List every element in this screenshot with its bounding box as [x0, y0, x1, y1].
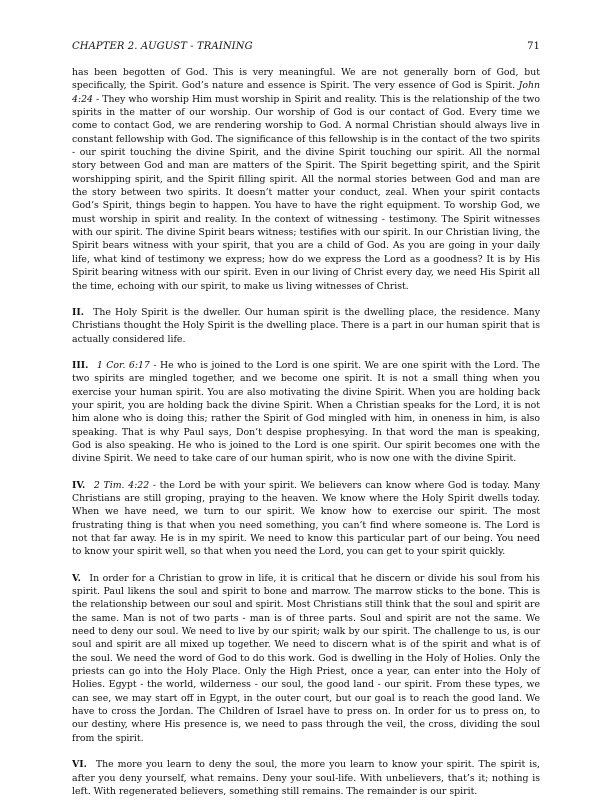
paragraph-vi — [72, 758, 540, 798]
scripture-reference: 2 Tim. 4:22 — [93, 479, 150, 491]
running-header — [72, 41, 540, 52]
paragraph-text: In order for a Christian to grow in life, it is critical that he discern or divide his soul from his spirit. Paul likens the soul and spirit to bone and marrow. The marrow sticks to the bone. This is the relationship between our soul and spirit. Most Christians still think that the soul and spirit are the same. Man is not of two parts - man is of three parts. Soul and spirit are not the same. We need to deny our soul. We need to live by our spirit; walk by our spirit. The challenge to us, is our soul and spirit are all mixed up together. We need to discern what is of the spirit and what is of the soul. We need the word of God to do this work. God is dwelling in the Holy of Holies. Only the priests can go into the Holy Place. Only the High Priest, once a year, can enter into the Holy of Holies. Egypt - the world, wilderness - our soul, the good land - our spirit. From these types, we can see, we may start off in Egypt, in the outer court, but our goal is to reach the good land. We have to cross the Jordan. The Children of Israel have to press on. In order for us to press on, to our destiny, where His presence is, we need to pass through the veil, the cross, dividing the soul from the spirit. — [72, 572, 540, 744]
chapter-title: CHAPTER 2. AUGUST - TRAINING — [72, 41, 253, 52]
paragraph-text: - They who worship Him must worship in Spirit and reality. This is the relationship of the two spirits in the matter of our worship. Our worship of God is our contact of God. Every time we come to contact God, we are rendering worship to God. A normal Christian should always live in constant fellowship with God. The significance of this fellowship is in the contact of the two spirits - our spirit touching the divine Spirit, and the divine Spirit touching our spirit. All the normal story between God and man are matters of the Spirit. The Spirit begetting spirit, and the Spirit worshipping spirit, and the Spirit filling spirit. All the normal stories between God and man are the story between two spirits. It doesn’t matter your conduct, zeal. When your spirit contacts God’s Spirit, things begin to happen. You have to have the right equipment. To worship God, we must worship in spirit and reality. In the context of witnessing - testimony. The Spirit witnesses with our spirit. The divine Spirit bears witness; testifies with our spirit. In our Christian living, the Spirit bears witness with your spirit, that you are a child of God. As you are going in your daily life, what kind of testimony we express; how do we express the Lord as a goodness? It is by His Spirit bearing witness with our spirit. Even in our living of Christ every day, we need His Spirit all the time, echoing with our spirit, to make us living witnesses of Christ. — [72, 93, 540, 292]
paragraph-iii — [72, 359, 540, 466]
page-number: 71 — [527, 41, 540, 52]
section-marker: VI. — [72, 759, 87, 771]
paragraph-text: - the Lord be with your spirit. We believers can know where God is today. Many Christians are still groping, praying to the heaven. We know where the Holy Spirit dwells today. When we have need, we turn to our spirit. We know how to exercise our spirit. The most frustrating thing is that when you need something, you can’t find where someone is. The Lord is not that far away. He is in my spirit. We need to know this particular part of our being. You need to know your spirit well, so that when you need the Lord, you can get to your spirit quickly. — [72, 479, 540, 558]
paragraph-text: The Holy Spirit is the dweller. Our human spirit is the dwelling place, the residence. Many Christians thought the Holy Spirit is the dwelling place. There is a part in our human spirit that is actually considered life. — [72, 306, 540, 345]
paragraph-iv — [72, 479, 540, 559]
paragraph-ii — [72, 306, 540, 346]
paragraph-v — [72, 572, 540, 745]
section-marker: II. — [72, 306, 84, 318]
paragraph-text-pre: has been begotten of God. This is very meaningful. We are not generally born of God, but specifically, the Spirit. God’s nature and essence is Spirit. The very essence of God is Spirit. — [72, 67, 540, 92]
paragraph-text: - He who is joined to the Lord is one spirit. We are one spirit with the Lord. The two spirits are mingled together, and we become one spirit. It is not a small thing when you exercise your human spirit. You are also motivating the divine Spirit. When you are holding back your spirit, you are holding back the divine Spirit. When a Christian speaks for the Lord, it is not him alone who is doing this; rather the Spirit of God mingled with him, in oneness in him, is also speaking. That is why Paul says, Don’t despise prophesying. In that word the man is speaking, God is also speaking. He who is joined to the Lord is one spirit. Our spirit becomes one with the divine Spirit. We need to take care of our human spirit, who is now one with the divine Spirit. — [72, 359, 540, 465]
scripture-reference: John 4:24 — [72, 80, 540, 105]
body-text — [72, 66, 540, 811]
paragraph-continuation — [72, 66, 540, 293]
section-marker: IV. — [72, 479, 86, 491]
section-marker: III. — [72, 359, 89, 371]
scripture-reference: 1 Cor. 6:17 — [96, 359, 150, 371]
paragraph-text: The more you learn to deny the soul, the more you learn to know your spirit. The spirit is, after you deny yourself, what remains. Deny your soul-life. With unbelievers, that’s it; nothing is left. With regenerated believers, something still remains. The remainder is our spirit. — [72, 759, 540, 797]
section-marker: V. — [72, 572, 81, 584]
